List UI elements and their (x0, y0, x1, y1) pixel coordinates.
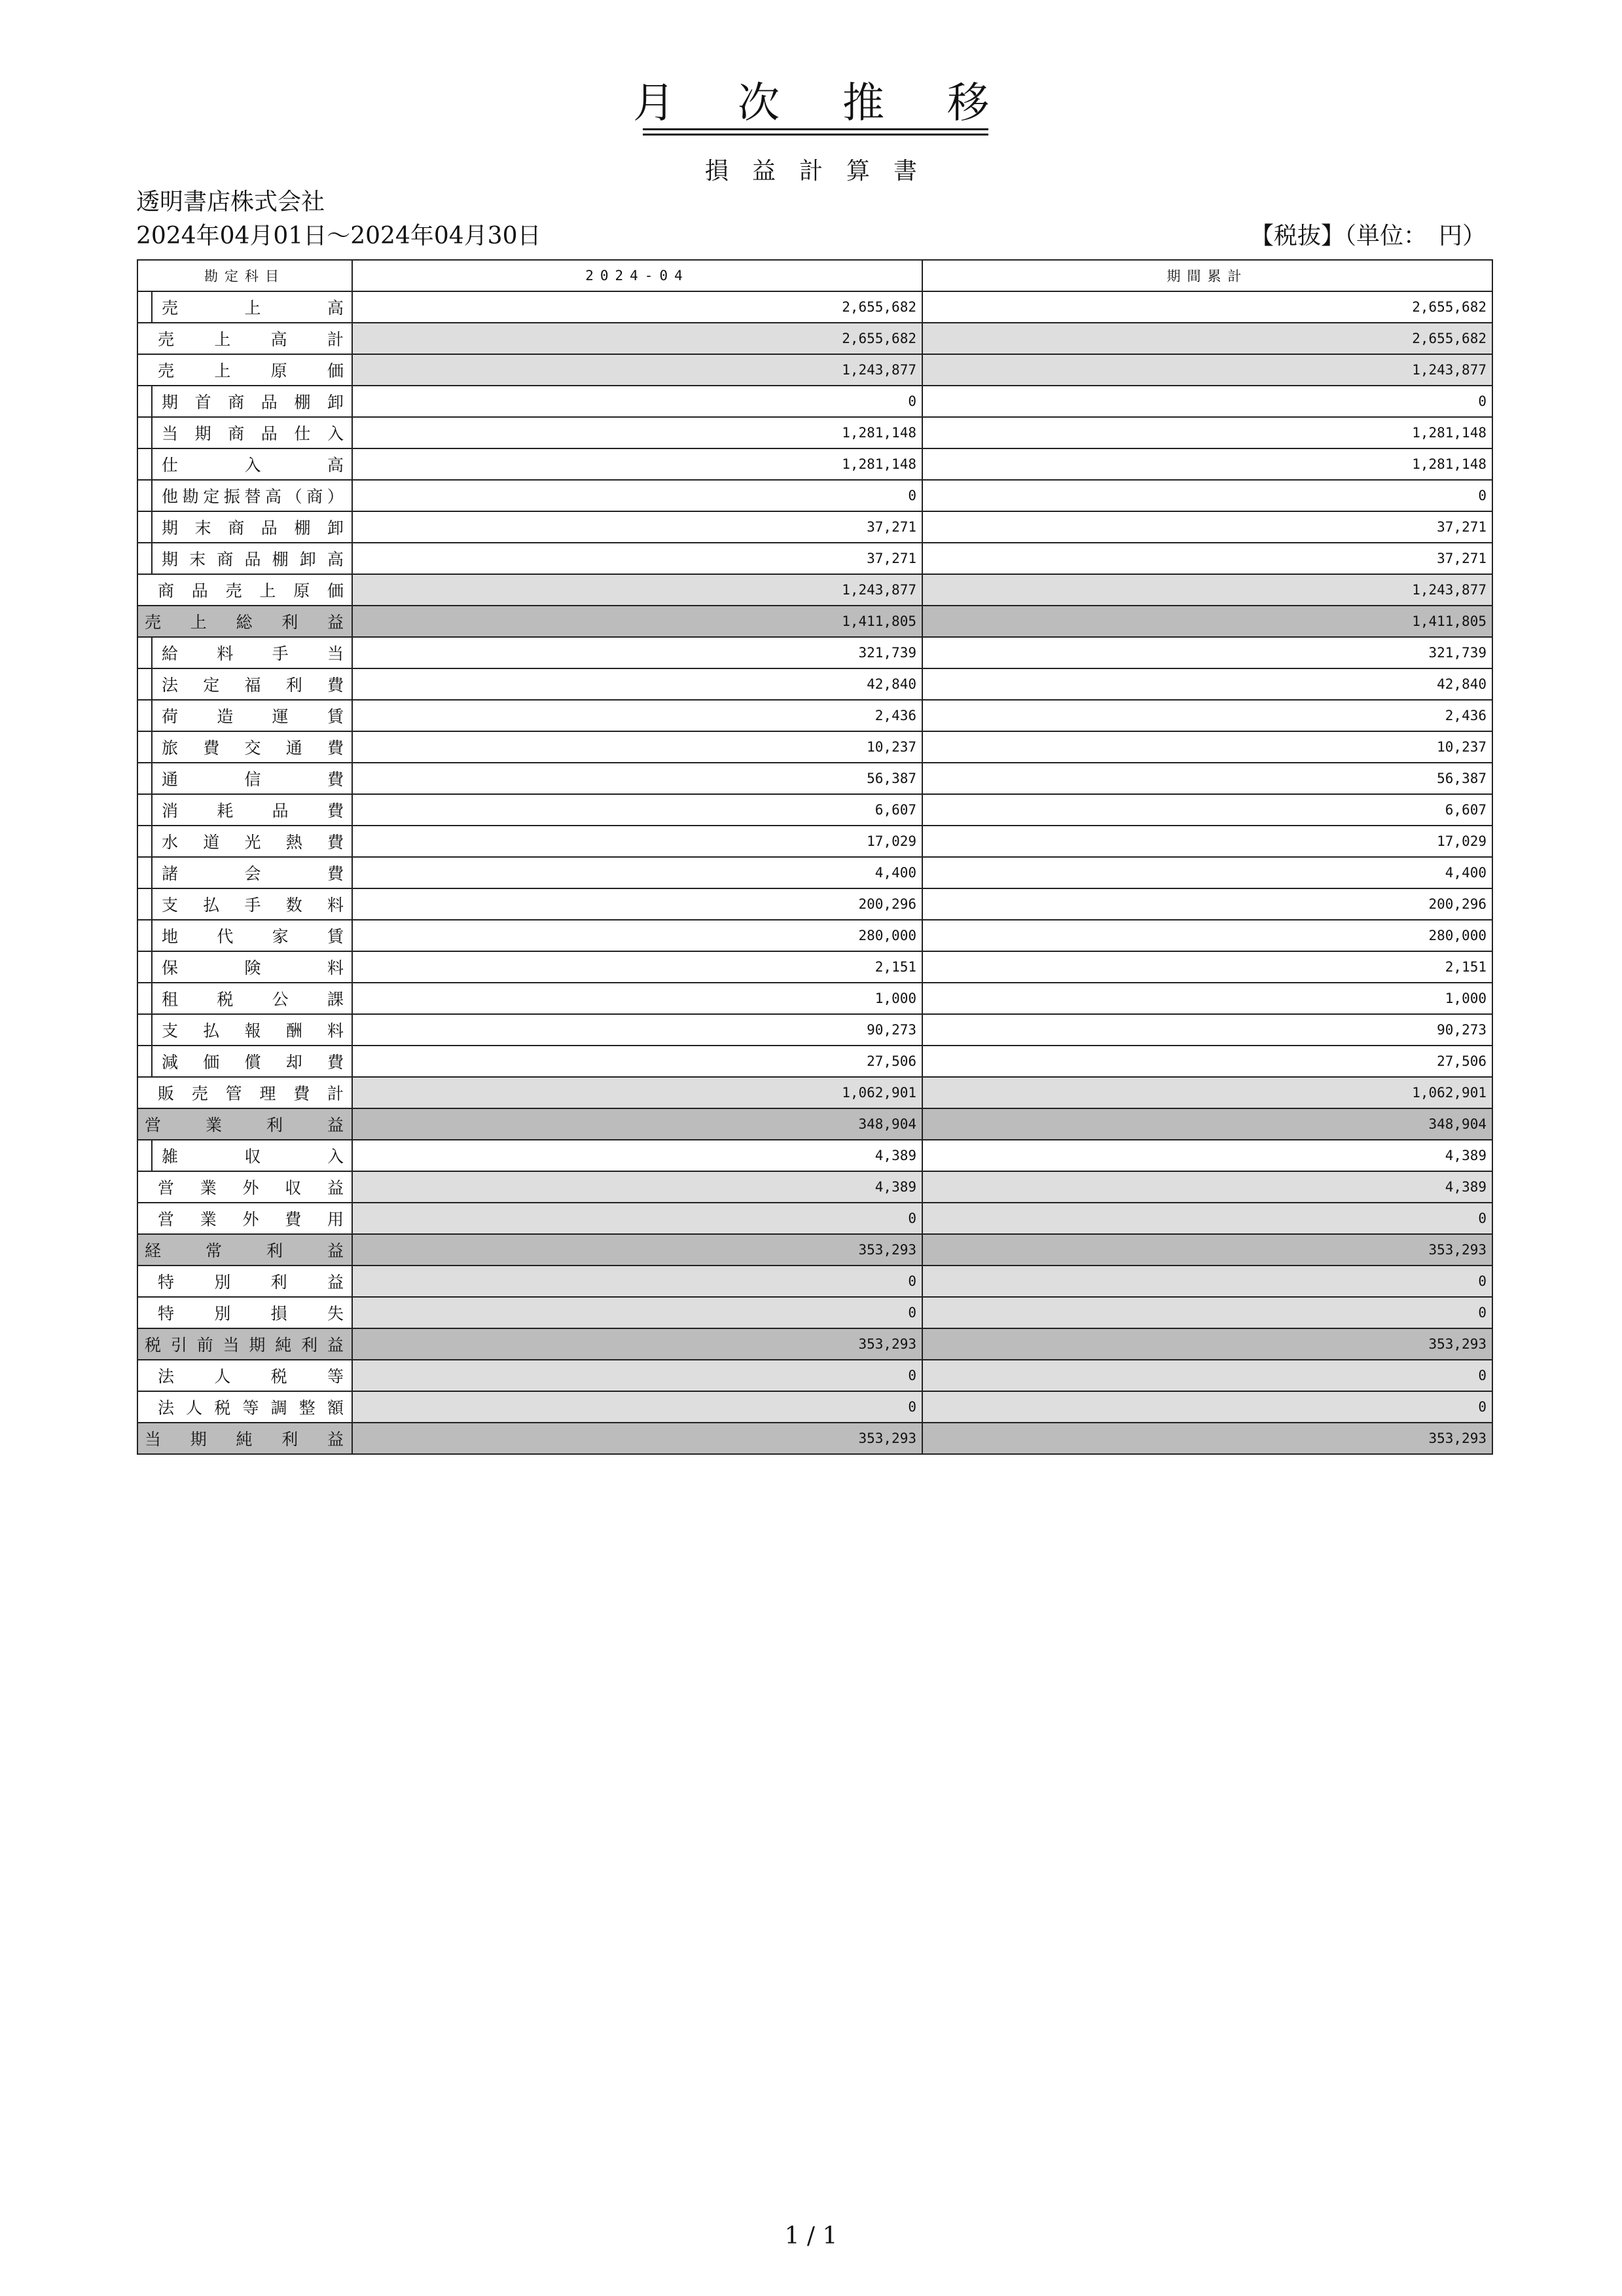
month-amount: 2,655,682 (352, 291, 922, 323)
indent-rule (151, 416, 153, 449)
table-row (137, 888, 1492, 920)
table-row (137, 637, 1492, 668)
month-amount: 1,281,148 (352, 448, 922, 480)
table-row (137, 354, 1492, 386)
table-row (137, 543, 1492, 574)
indent-rule (151, 762, 153, 795)
table-row (137, 323, 1492, 354)
cumulative-amount: 2,655,682 (922, 291, 1492, 323)
account-name-cell (137, 1140, 352, 1171)
account-name: 法 人 税 等 調 整 額 (158, 1398, 344, 1417)
table-row (137, 763, 1492, 794)
cumulative-amount: 353,293 (922, 1328, 1492, 1360)
account-name-cell (137, 731, 352, 763)
cumulative-amount: 353,293 (922, 1423, 1492, 1454)
account-name: 水 道 光 熱 費 (162, 833, 344, 852)
account-name-cell (137, 983, 352, 1014)
account-name-cell (137, 1360, 352, 1391)
account-name-cell (137, 826, 352, 857)
header-cumulative: 期間累計 (922, 260, 1492, 291)
month-amount: 37,271 (352, 511, 922, 543)
month-amount: 0 (352, 1266, 922, 1297)
account-name: 営 業 外 収 益 (158, 1178, 344, 1197)
account-name: 通 信 費 (162, 770, 344, 789)
account-name: 消 耗 品 費 (162, 801, 344, 820)
cumulative-amount: 200,296 (922, 888, 1492, 920)
cumulative-amount: 2,151 (922, 951, 1492, 983)
account-name-cell (137, 511, 352, 543)
table-header-row (137, 260, 1492, 291)
cumulative-amount: 0 (922, 480, 1492, 511)
header-account: 勘定科目 (137, 260, 352, 291)
account-name: 税 引 前 当 期 純 利 益 (145, 1336, 344, 1355)
table-row (137, 1391, 1492, 1423)
cumulative-amount: 17,029 (922, 826, 1492, 857)
table-row (137, 1297, 1492, 1328)
account-name-cell (137, 480, 352, 511)
account-name-cell (137, 1423, 352, 1454)
month-amount: 56,387 (352, 763, 922, 794)
cumulative-amount: 27,506 (922, 1046, 1492, 1077)
table-row (137, 291, 1492, 323)
account-name-cell (137, 1203, 352, 1234)
account-name: 法 人 税 等 (158, 1367, 344, 1386)
cumulative-amount: 42,840 (922, 668, 1492, 700)
cumulative-amount: 1,000 (922, 983, 1492, 1014)
account-name-cell (137, 1108, 352, 1140)
account-name: 保 険 料 (162, 958, 344, 977)
cumulative-amount: 0 (922, 386, 1492, 417)
indent-rule (151, 542, 153, 575)
month-amount: 0 (352, 1391, 922, 1423)
table-row (137, 606, 1492, 637)
account-name-cell (137, 920, 352, 951)
month-amount: 353,293 (352, 1234, 922, 1266)
title-underline-bottom (643, 134, 988, 136)
indent-rule (151, 919, 153, 952)
cumulative-amount: 6,607 (922, 794, 1492, 826)
account-name: 営 業 利 益 (145, 1116, 344, 1135)
month-amount: 0 (352, 1297, 922, 1328)
table-row (137, 794, 1492, 826)
month-amount: 90,273 (352, 1014, 922, 1046)
month-amount: 6,607 (352, 794, 922, 826)
income-statement-table (137, 259, 1493, 1455)
table-row (137, 1140, 1492, 1171)
indent-rule (151, 448, 153, 481)
account-name-cell (137, 1014, 352, 1046)
account-name: 期 首 商 品 棚 卸 (162, 393, 344, 412)
table-row (137, 417, 1492, 448)
table-body (137, 291, 1492, 1454)
account-name: 支 払 手 数 料 (162, 896, 344, 915)
account-name: 他 勘 定 振 替 高 （ 商 ） (162, 487, 344, 506)
table-row (137, 668, 1492, 700)
cumulative-amount: 1,243,877 (922, 574, 1492, 606)
account-name: 諸 会 費 (162, 864, 344, 883)
account-name: 減 価 償 却 費 (162, 1053, 344, 1072)
month-amount: 0 (352, 1203, 922, 1234)
month-amount: 27,506 (352, 1046, 922, 1077)
cumulative-amount: 2,436 (922, 700, 1492, 731)
cumulative-amount: 56,387 (922, 763, 1492, 794)
table-row (137, 480, 1492, 511)
table-row (137, 1046, 1492, 1077)
indent-rule (151, 951, 153, 983)
report-subtitle: 損益計算書 (704, 158, 941, 185)
account-name-cell (137, 763, 352, 794)
indent-rule (151, 825, 153, 858)
table-row (137, 448, 1492, 480)
table-row (137, 1108, 1492, 1140)
indent-rule (151, 385, 153, 418)
indent-rule (151, 291, 153, 323)
cumulative-amount: 90,273 (922, 1014, 1492, 1046)
account-name-cell (137, 606, 352, 637)
month-amount: 1,281,148 (352, 417, 922, 448)
indent-rule (151, 982, 153, 1015)
cumulative-amount: 4,389 (922, 1171, 1492, 1203)
month-amount: 1,243,877 (352, 354, 922, 386)
table-row (137, 731, 1492, 763)
account-name: 売 上 原 価 (158, 361, 344, 380)
report-period: 2024年04月01日～2024年04月30日 (136, 223, 541, 249)
indent-rule (151, 1013, 153, 1046)
month-amount: 353,293 (352, 1423, 922, 1454)
month-amount: 200,296 (352, 888, 922, 920)
account-name-cell (137, 668, 352, 700)
cumulative-amount: 1,243,877 (922, 354, 1492, 386)
indent-rule (151, 479, 153, 512)
table-row (137, 1077, 1492, 1108)
cumulative-amount: 348,904 (922, 1108, 1492, 1140)
table-row (137, 1234, 1492, 1266)
account-name-cell (137, 386, 352, 417)
account-name-cell (137, 888, 352, 920)
table-row (137, 386, 1492, 417)
account-name: 当 期 純 利 益 (145, 1430, 344, 1449)
month-amount: 0 (352, 1360, 922, 1391)
account-name-cell (137, 1328, 352, 1360)
indent-rule (151, 636, 153, 669)
month-amount: 17,029 (352, 826, 922, 857)
cumulative-amount: 0 (922, 1203, 1492, 1234)
account-name-cell (137, 417, 352, 448)
company-name: 透明書店株式会社 (136, 189, 325, 215)
table-row (137, 1171, 1492, 1203)
account-name-cell (137, 1234, 352, 1266)
account-name-cell (137, 448, 352, 480)
account-name: 販 売 管 理 費 計 (158, 1084, 344, 1103)
table-row (137, 826, 1492, 857)
table-row (137, 511, 1492, 543)
account-name-cell (137, 794, 352, 826)
indent-rule (151, 856, 153, 889)
table-row (137, 920, 1492, 951)
account-name: 期 末 商 品 棚 卸 (162, 519, 344, 538)
month-amount: 1,243,877 (352, 574, 922, 606)
cumulative-amount: 353,293 (922, 1234, 1492, 1266)
indent-rule (151, 1045, 153, 1078)
account-name-cell (137, 857, 352, 888)
month-amount: 280,000 (352, 920, 922, 951)
month-amount: 1,062,901 (352, 1077, 922, 1108)
header-month: 2024-04 (352, 260, 922, 291)
account-name-cell (137, 323, 352, 354)
cumulative-amount: 1,062,901 (922, 1077, 1492, 1108)
cumulative-amount: 0 (922, 1266, 1492, 1297)
account-name-cell (137, 1297, 352, 1328)
account-name: 旅 費 交 通 費 (162, 738, 344, 757)
account-name-cell (137, 700, 352, 731)
cumulative-amount: 4,400 (922, 857, 1492, 888)
account-name-cell (137, 637, 352, 668)
table-row (137, 1203, 1492, 1234)
month-amount: 0 (352, 480, 922, 511)
month-amount: 10,237 (352, 731, 922, 763)
account-name: 売 上 高 計 (158, 330, 344, 349)
month-amount: 0 (352, 386, 922, 417)
account-name-cell (137, 1077, 352, 1108)
cumulative-amount: 321,739 (922, 637, 1492, 668)
cumulative-amount: 2,655,682 (922, 323, 1492, 354)
indent-rule (151, 668, 153, 701)
account-name-cell (137, 354, 352, 386)
cumulative-amount: 280,000 (922, 920, 1492, 951)
cumulative-amount: 1,281,148 (922, 417, 1492, 448)
month-amount: 2,151 (352, 951, 922, 983)
table-row (137, 1328, 1492, 1360)
month-amount: 353,293 (352, 1328, 922, 1360)
indent-rule (151, 888, 153, 920)
page-number: 1 / 1 (784, 2223, 838, 2250)
indent-rule (151, 731, 153, 763)
table-row (137, 1360, 1492, 1391)
indent-rule (151, 699, 153, 732)
cumulative-amount: 37,271 (922, 543, 1492, 574)
month-amount: 37,271 (352, 543, 922, 574)
month-amount: 321,739 (352, 637, 922, 668)
table-row (137, 700, 1492, 731)
month-amount: 1,000 (352, 983, 922, 1014)
account-name-cell (137, 574, 352, 606)
month-amount: 4,400 (352, 857, 922, 888)
cumulative-amount: 0 (922, 1360, 1492, 1391)
month-amount: 4,389 (352, 1171, 922, 1203)
account-name-cell (137, 543, 352, 574)
account-name: 支 払 報 酬 料 (162, 1021, 344, 1040)
account-name: 仕 入 高 (162, 456, 344, 475)
table-row (137, 857, 1492, 888)
account-name: 期 末 商 品 棚 卸 高 (162, 550, 344, 569)
month-amount: 42,840 (352, 668, 922, 700)
account-name: 租 税 公 課 (162, 990, 344, 1009)
indent-rule (151, 511, 153, 543)
account-name-cell (137, 951, 352, 983)
cumulative-amount: 1,411,805 (922, 606, 1492, 637)
tax-unit-note: 【税抜】（単位： 円） (1250, 223, 1486, 249)
account-name: 特 別 利 益 (158, 1273, 344, 1292)
month-amount: 2,655,682 (352, 323, 922, 354)
cumulative-amount: 4,389 (922, 1140, 1492, 1171)
indent-rule (151, 1139, 153, 1172)
table-row (137, 983, 1492, 1014)
account-name: 売 上 総 利 益 (145, 613, 344, 632)
indent-rule (151, 793, 153, 826)
account-name: 営 業 外 費 用 (158, 1210, 344, 1229)
month-amount: 348,904 (352, 1108, 922, 1140)
account-name: 雑 収 入 (162, 1147, 344, 1166)
account-name: 経 常 利 益 (145, 1241, 344, 1260)
title-underline-top (643, 128, 988, 130)
account-name-cell (137, 291, 352, 323)
report-title: 月次推移 (633, 79, 1052, 128)
account-name: 法 定 福 利 費 (162, 676, 344, 695)
account-name: 給 料 手 当 (162, 644, 344, 663)
table-row (137, 1423, 1492, 1454)
account-name-cell (137, 1171, 352, 1203)
table-row (137, 951, 1492, 983)
account-name-cell (137, 1046, 352, 1077)
account-name: 商 品 売 上 原 価 (158, 581, 344, 600)
cumulative-amount: 0 (922, 1391, 1492, 1423)
cumulative-amount: 1,281,148 (922, 448, 1492, 480)
account-name: 当 期 商 品 仕 入 (162, 424, 344, 443)
account-name: 売 上 高 (162, 299, 344, 318)
account-name: 地 代 家 賃 (162, 927, 344, 946)
account-name: 荷 造 運 賃 (162, 707, 344, 726)
month-amount: 4,389 (352, 1140, 922, 1171)
cumulative-amount: 0 (922, 1297, 1492, 1328)
table-row (137, 1266, 1492, 1297)
table-row (137, 574, 1492, 606)
cumulative-amount: 10,237 (922, 731, 1492, 763)
month-amount: 1,411,805 (352, 606, 922, 637)
table-row (137, 1014, 1492, 1046)
account-name-cell (137, 1391, 352, 1423)
month-amount: 2,436 (352, 700, 922, 731)
account-name-cell (137, 1266, 352, 1297)
cumulative-amount: 37,271 (922, 511, 1492, 543)
account-name: 特 別 損 失 (158, 1304, 344, 1323)
